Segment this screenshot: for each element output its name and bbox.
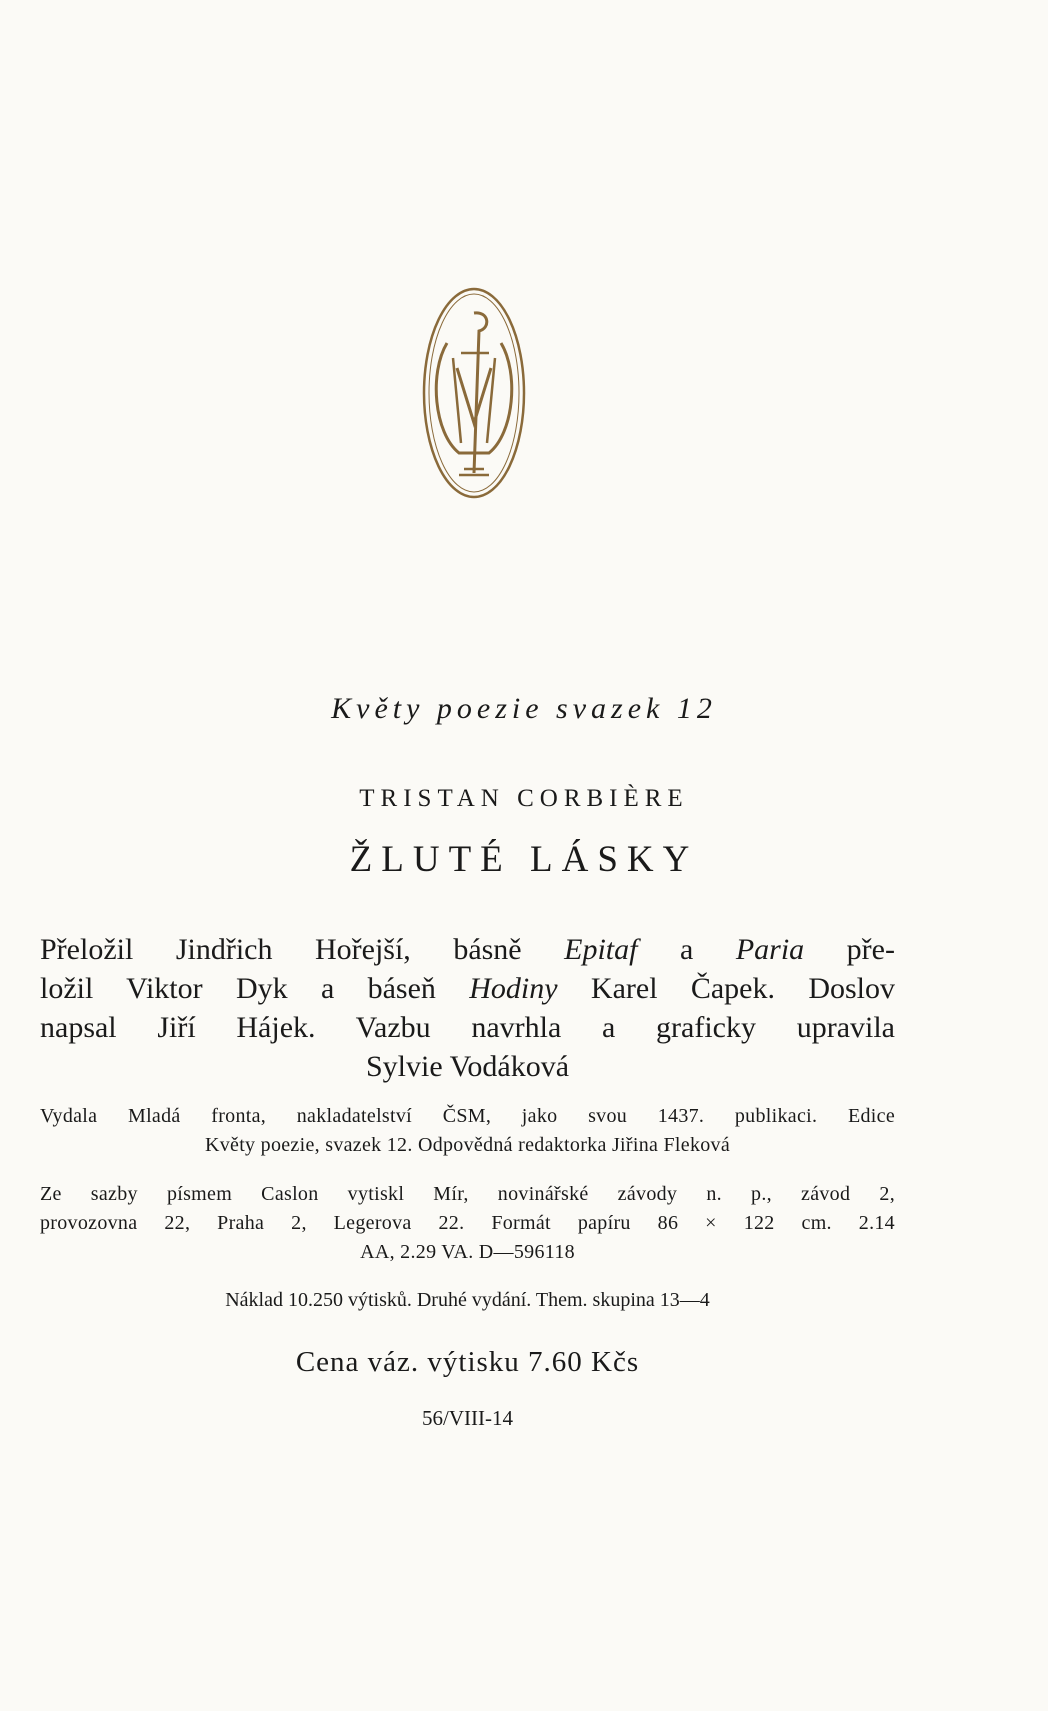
book-title: ŽLUTÉ LÁSKY (349, 839, 699, 880)
credits-text: Karel Čapek. Doslov (557, 972, 896, 1005)
print-run-line: Náklad 10.250 výtisků. Druhé vydání. Them. skupina 13—4 (225, 1289, 710, 1311)
author-name: TRISTAN CORBIÈRE (359, 785, 689, 812)
poem-title-epitaf: Epitaf (564, 933, 638, 966)
imprint-line: Ze sazby písmem Caslon vytiskl Mír, novinářské závody n. p., závod 2, (40, 1183, 895, 1205)
imprint-line: AA, 2.29 VA. D—596118 (360, 1241, 575, 1263)
credits-line-4: Sylvie Vodáková (365, 1050, 570, 1083)
series-line: Květy poezie svazek 12 (331, 692, 717, 725)
credits-line-3: napsal Jiří Hájek. Vazbu navrhla a graficky upravila (40, 1011, 895, 1044)
poem-title-hodiny: Hodiny (469, 972, 558, 1005)
credits-text: a (637, 933, 736, 966)
credits-text: pře- (804, 933, 895, 966)
publisher-imprint (40, 1102, 895, 1160)
credits-text: ložil Viktor Dyk a báseň (40, 972, 470, 1005)
credits-text: Přeložil Jindřich Hořejší, básně (40, 933, 565, 966)
imprint-line: provozovna 22, Praha 2, Legerova 22. Formát papíru 86 × 122 cm. 2.14 (40, 1212, 895, 1234)
poem-title-paria: Paria (735, 933, 805, 966)
mf-monogram-seal-icon (419, 283, 529, 503)
imprint-line: Květy poezie, svazek 12. Odpovědná redaktorka Jiřina Fleková (204, 1134, 731, 1156)
printer-imprint (40, 1180, 895, 1267)
price-line: Cena váz. výtisku 7.60 Kčs (295, 1346, 640, 1378)
credits-line-2 (40, 969, 895, 1008)
imprint-line: Vydala Mladá fronta, nakladatelství ČSM, jako svou 1437. publikaci. Edice (40, 1105, 895, 1127)
catalog-code: 56/VIII-14 (422, 1406, 513, 1430)
credits-line-1 (40, 930, 895, 969)
translation-credits (40, 930, 895, 1086)
